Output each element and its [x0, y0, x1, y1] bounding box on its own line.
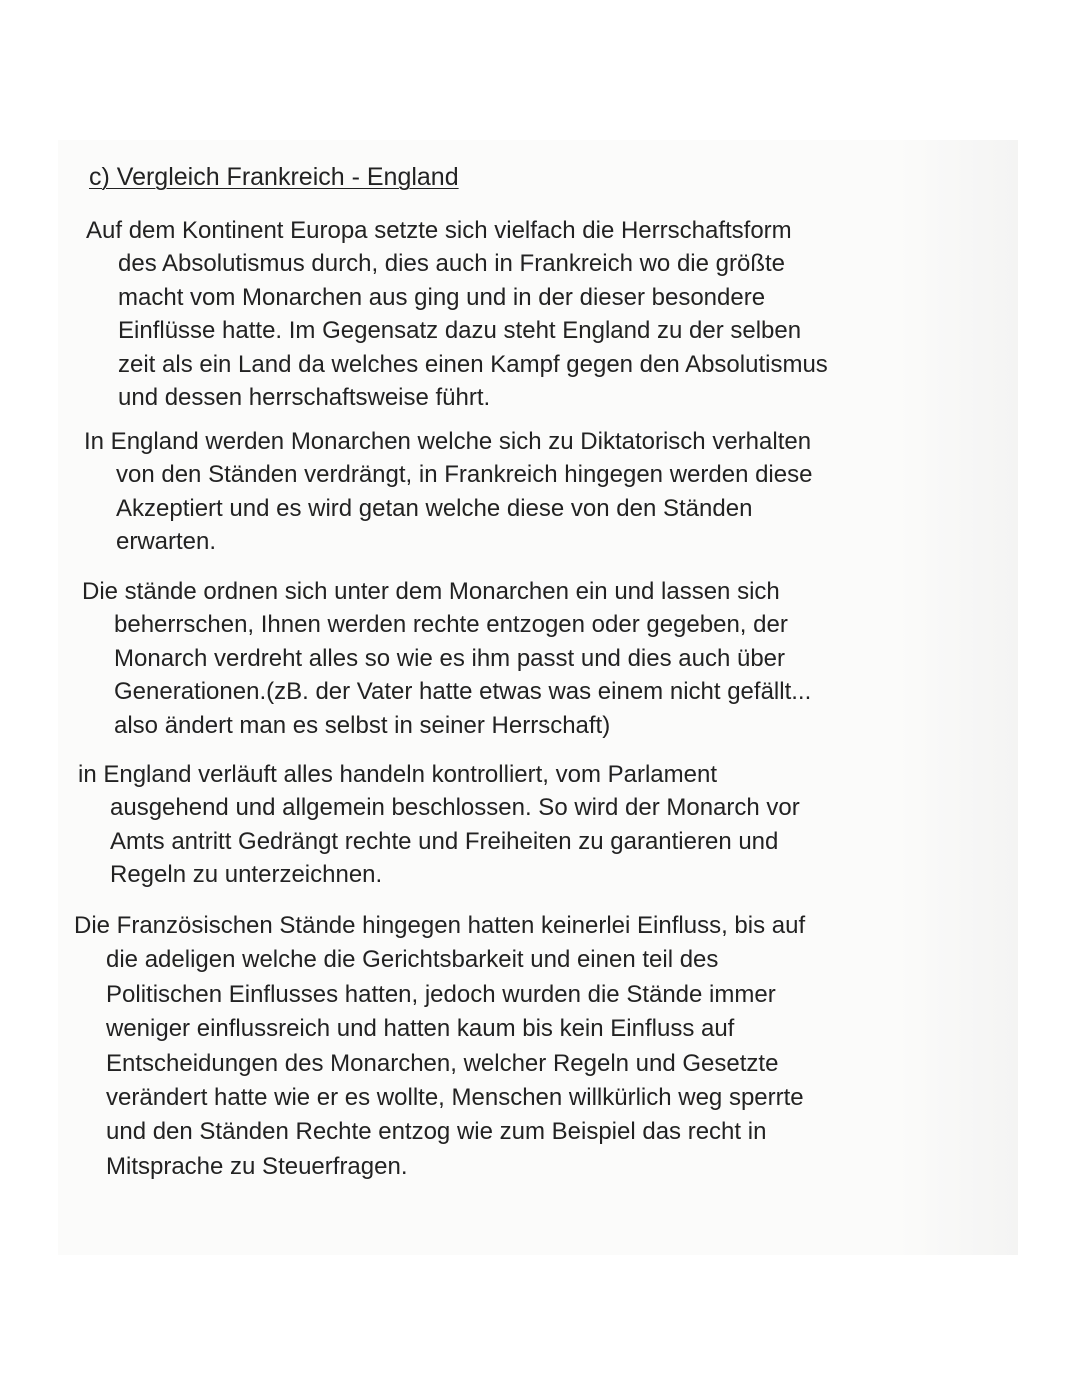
text-line: macht vom Monarchen aus ging und in der dieser besondere [118, 283, 766, 311]
text-line: und dessen herrschaftsweise führt. [118, 384, 491, 412]
text-line: und den Ständen Rechte entzog wie zum Beispiel das recht in [106, 1118, 767, 1146]
text-line: von den Ständen verdrängt, in Frankreich hingegen werden diese [116, 461, 813, 489]
text-line: Die Französischen Stände hingegen hatten keinerlei Einfluss, bis auf [74, 912, 806, 939]
text-line: ausgehend und allgemein beschlossen. So wird der Monarch vor [110, 794, 800, 822]
text-line: in England verläuft alles handeln kontrolliert, vom Parlament [78, 761, 718, 788]
text-line: erwarten. [116, 528, 217, 556]
text-line: Auf dem Kontinent Europa setzte sich vielfach die Herrschaftsform [86, 217, 792, 244]
text-line: weniger einflussreich und hatten kaum bis kein Einfluss auf [106, 1015, 735, 1043]
paragraph-estates-submission [82, 575, 912, 742]
paragraph-england-parliament [78, 758, 908, 892]
text-line: Mitsprache zu Steuerfragen. [106, 1152, 408, 1180]
paragraph-french-estates [74, 909, 904, 1184]
paragraph-absolutism-europe [86, 214, 916, 414]
text-line: In England werden Monarchen welche sich zu Diktatorisch verhalten [84, 428, 812, 455]
text-line: Generationen.(zB. der Vater hatte etwas was einem nicht gefällt... [114, 678, 812, 706]
text-line: Monarch verdreht alles so wie es ihm passt und dies auch über [114, 644, 786, 672]
text-line: Amts antritt Gedrängt rechte und Freiheiten zu garantieren und [110, 827, 779, 855]
text-line: Entscheidungen des Monarchen, welcher Regeln und Gesetzte [106, 1049, 779, 1077]
text-line: Regeln zu unterzeichnen. [110, 861, 383, 889]
text-line: zeit als ein Land da welches einen Kampf gegen den Absolutismus [118, 350, 828, 378]
text-line: des Absolutismus durch, dies auch in Frankreich wo die größte [118, 250, 785, 278]
text-line: die adeligen welche die Gerichtsbarkeit und einen teil des [106, 946, 719, 974]
text-line: Die stände ordnen sich unter dem Monarchen ein und lassen sich [82, 578, 780, 605]
text-line: also ändert man es selbst in seiner Herrschaft) [114, 711, 611, 739]
text-line: Politischen Einflusses hatten, jedoch wurden die Stände immer [106, 980, 776, 1008]
text-line: verändert hatte wie er es wollte, Menschen willkürlich weg sperrte [106, 1084, 804, 1112]
paragraph-monarchs-england-france [84, 425, 914, 559]
text-line: Einflüsse hatte. Im Gegensatz dazu steht England zu der selben [118, 317, 802, 345]
section-heading: c) Vergleich Frankreich - England [89, 163, 459, 191]
text-line: Akzeptiert und es wird getan welche diese von den Ständen [116, 494, 753, 522]
text-line: beherrschen, Ihnen werden rechte entzogen oder gegeben, der [114, 611, 788, 639]
